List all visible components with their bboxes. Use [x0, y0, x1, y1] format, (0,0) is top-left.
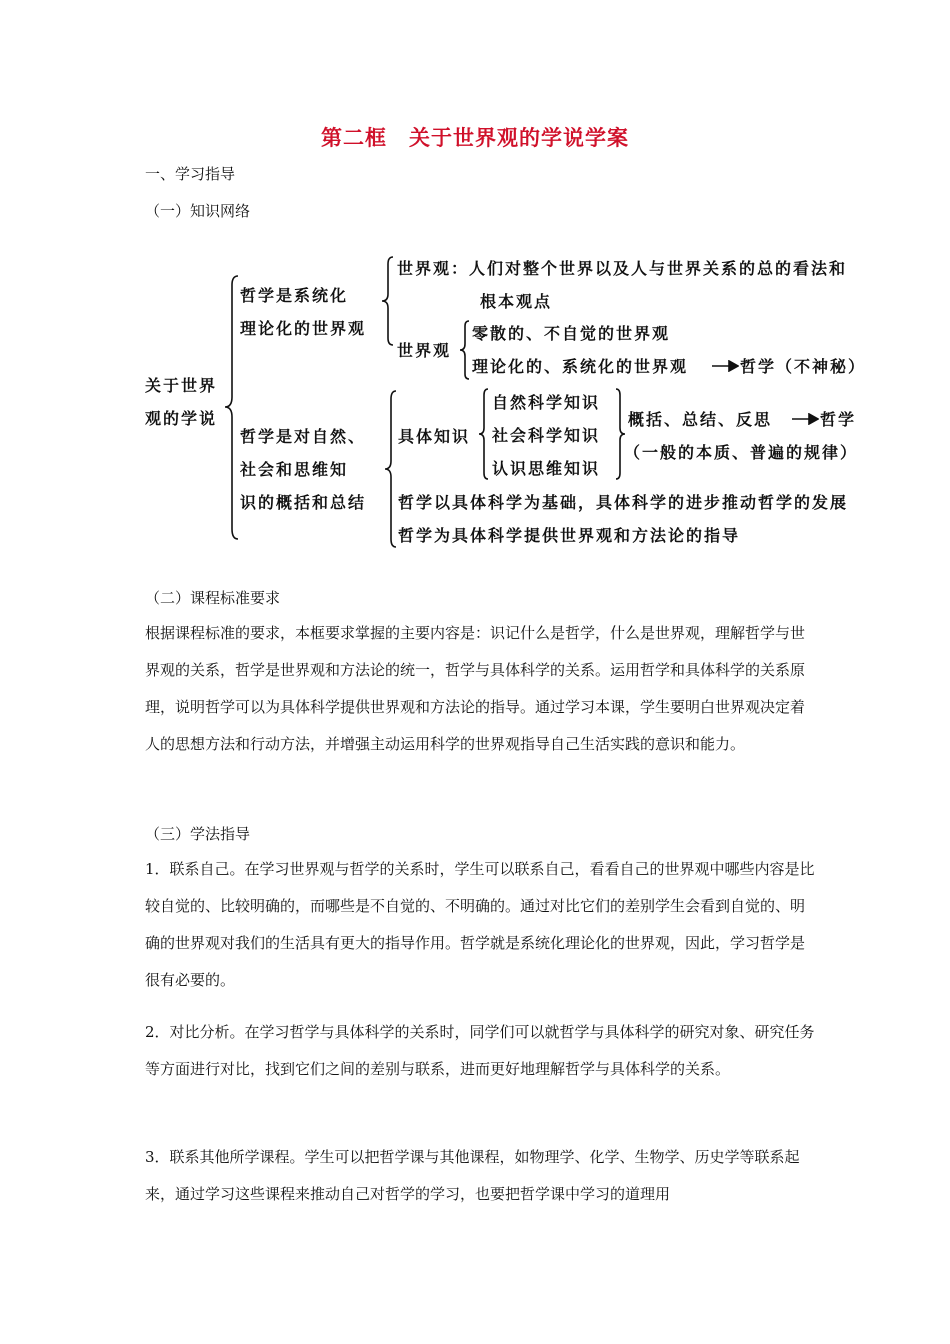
worldview-kinds-label: 世界观 [397, 341, 452, 360]
section-heading-learning-guide: 一、学习指导 [145, 165, 236, 183]
study-method-1: 1．联系自己。在学习世界观与哲学的关系时，学生可以联系自己，看看自己的世界观中哪些内容是比较自觉的、比较明确的，而哪些是不自觉的、不明确的。通过对比它们的差别学生会看到自觉的、明确的世界观对我们的生活具有更大的指导作用。哲学就是系统化理论化的世界观，因此，学习哲学是很有必要的。 [145, 860, 815, 989]
summary-generalize-result: 哲学 [820, 410, 857, 429]
course-standard-paragraph: 根据课程标准的要求，本框要求掌握的主要内容是：识记什么是哲学，什么是世界观，理解哲学与世界观的关系，哲学是世界观和方法论的统一，哲学与具体科学的关系。运用哲学和具体科学的关系原理，说明哲学可以为具体科学提供世界观和方法论的指导。通过学习本课，学生要明白世界观决定着人的思想方法和行动方法，并增强主动运用科学的世界观指导自己生活实践的意识和能力。 [145, 624, 806, 753]
branch1-line2: 理论化的世界观 [240, 319, 367, 338]
worldview-definition: 世界观：人们对整个世界以及人与世界关系的总的看法和 [397, 259, 848, 278]
summary-brace [615, 388, 627, 480]
relation-foundation: 哲学以具体科学为基础，具体科学的进步推动哲学的发展 [398, 493, 849, 512]
arrow-to-philosophy-2 [791, 413, 819, 425]
branch2-brace [383, 390, 399, 548]
branch2-line2: 社会和思维知 [240, 460, 349, 479]
study-method-3: 3．联系其他所学课程。学生可以把哲学课与其他课程，如物理学、化学、生物学、历史学等联系起来，通过学习这些课程来推动自己对哲学的学习，也要把哲学课中学习的道理用 [145, 1148, 800, 1203]
arrow-to-philosophy-1 [711, 360, 739, 372]
knowledge-thinking: 认识思维知识 [492, 459, 601, 478]
section-heading-course-standard: （二）课程标准要求 [145, 589, 281, 607]
branch2-line3: 识的概括和总结 [240, 493, 367, 512]
knowledge-network-diagram [140, 250, 920, 555]
relation-guidance: 哲学为具体科学提供世界观和方法论的指导 [398, 526, 741, 545]
diagram-root-line1: 关于世界 [145, 376, 218, 395]
branch2-line1: 哲学是对自然、 [240, 427, 367, 446]
section-heading-knowledge-network: （一）知识网络 [145, 202, 251, 220]
branch1-line1: 哲学是系统化 [240, 286, 349, 305]
branch1-brace [380, 256, 396, 346]
knowledge-social-science: 社会科学知识 [492, 426, 601, 445]
section-heading-study-method: （三）学法指导 [145, 825, 251, 843]
study-method-2: 2．对比分析。在学习哲学与具体科学的关系时，同学们可以就哲学与具体科学的研究对象、研究任务等方面进行对比，找到它们之间的差别与联系，进而更好地理解哲学与具体科学的关系。 [145, 1023, 815, 1078]
root-brace [222, 275, 242, 540]
worldview-definition-cont: 根本观点 [480, 292, 553, 311]
page-title: 第二框 关于世界观的学说学案 [321, 126, 629, 150]
knowledge-natural-science: 自然科学知识 [492, 393, 601, 412]
summary-generalize: 概括、总结、反思 [628, 410, 773, 429]
worldview-kind-systematic: 理论化的、系统化的世界观 [472, 357, 689, 376]
summary-general-law: （一般的本质、普遍的规律） [624, 443, 859, 462]
worldview-kind-scattered: 零散的、不自觉的世界观 [472, 324, 671, 343]
diagram-root-line2: 观的学说 [145, 409, 218, 428]
concrete-knowledge-label: 具体知识 [398, 427, 471, 446]
worldview-kind-systematic-result: 哲学（不神秘） [740, 357, 867, 376]
concrete-knowledge-brace [477, 388, 491, 480]
worldview-kinds-brace [458, 320, 472, 380]
